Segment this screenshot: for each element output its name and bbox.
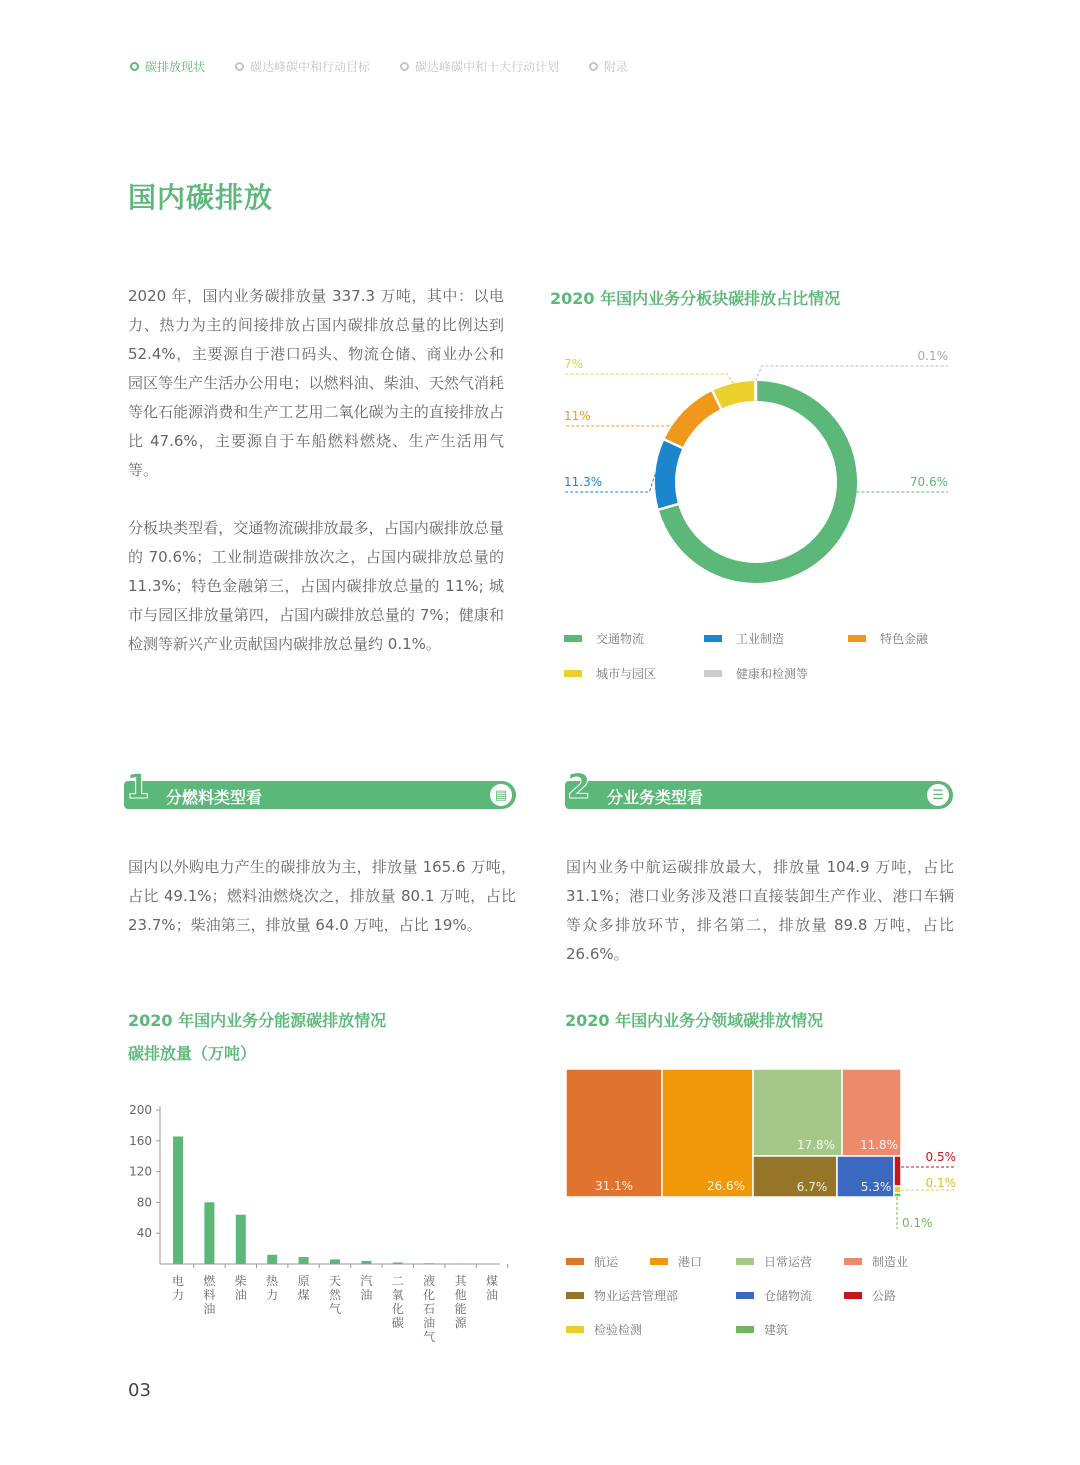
legend-swatch xyxy=(704,670,722,677)
donut-leader-line xyxy=(564,374,733,384)
legend-label: 港口 xyxy=(678,1255,703,1269)
treemap-cell xyxy=(662,1069,753,1197)
legend-label: 物业运营管理部 xyxy=(594,1289,679,1303)
y-tick-label: 200 xyxy=(129,1103,152,1117)
donut-data-label: 11% xyxy=(564,409,591,423)
legend-swatch xyxy=(564,635,582,642)
x-tick-label: 其他能源 xyxy=(454,1274,467,1330)
legend-label: 日常运营 xyxy=(764,1255,813,1269)
treemap-data-label: 6.7% xyxy=(796,1180,828,1194)
legend-swatch xyxy=(566,1258,584,1265)
legend-swatch xyxy=(844,1292,862,1299)
legend-item xyxy=(844,1287,896,1304)
nav-item-carbon-status[interactable]: 碳排放现状 xyxy=(130,58,205,75)
legend-item xyxy=(566,1253,618,1270)
donut-slice xyxy=(717,391,756,400)
legend-label: 特色金融 xyxy=(880,632,929,646)
legend-label: 建筑 xyxy=(764,1323,789,1337)
donut-data-label: 70.6% xyxy=(909,475,948,489)
donut-data-label: 0.1% xyxy=(917,350,948,363)
treemap-data-label: 0.1% xyxy=(902,1216,933,1230)
donut-legend xyxy=(564,630,964,690)
legend-swatch xyxy=(844,1258,862,1265)
legend-swatch xyxy=(704,635,722,642)
bar xyxy=(299,1257,309,1264)
legend-item xyxy=(844,1253,908,1270)
legend-item xyxy=(564,630,644,647)
legend-label: 公路 xyxy=(872,1289,897,1303)
legend-swatch xyxy=(736,1292,754,1299)
legend-label: 制造业 xyxy=(872,1255,909,1269)
treemap-cell xyxy=(894,1156,901,1186)
bar xyxy=(236,1215,246,1264)
donut-chart xyxy=(550,350,970,610)
intro-paragraph-1: 2020 年，国内业务碳排放量 337.3 万吨，其中：以电力、热力为主的间接排放占国内碳排放总量的比例达到 52.4%，主要源自于港口码头、物流仓储、商业办公和园区等生产生活办公用电；以燃料油、柴油、天然气消耗等化石能源消费和生产工艺用二氧化碳为主的直接排放占比 47.6%，主要源自于车船燃料燃烧、生产生活用气等。 xyxy=(128,287,504,479)
x-tick-label: 燃料油 xyxy=(203,1274,216,1316)
circle-icon xyxy=(400,62,409,71)
legend-label: 航运 xyxy=(594,1255,619,1269)
treemap-cell xyxy=(566,1069,662,1197)
y-tick-label: 120 xyxy=(129,1164,152,1179)
legend-item xyxy=(736,1253,812,1270)
list-icon: ☰ xyxy=(925,782,951,808)
intro-paragraph-2: 分板块类型看，交通物流碳排放最多，占国内碳排放总量的 70.6%；工业制造碳排放次之，占国内碳排放总量的 11.3%；特色金融第三，占国内碳排放总量的 11%; 城市与园区排放量第四，占国内碳排放总量的 7%；健康和检测等新兴产业贡献国内碳排放总量约 0.1%。 xyxy=(128,519,504,653)
treemap-legend xyxy=(566,1253,966,1343)
legend-item xyxy=(736,1321,788,1338)
section-fuel-type-header xyxy=(124,767,516,809)
legend-swatch xyxy=(650,1258,668,1265)
legend-swatch xyxy=(736,1326,754,1333)
x-tick-label: 天然气 xyxy=(328,1274,341,1316)
treemap-cell xyxy=(894,1193,901,1197)
donut-data-label: 11.3% xyxy=(564,475,603,489)
section-label: 分燃料类型看 xyxy=(166,788,263,807)
page-title: 国内碳排放 xyxy=(128,181,274,214)
y-tick-label: 160 xyxy=(129,1133,152,1148)
treemap-data-label: 26.6% xyxy=(706,1179,746,1193)
circle-icon xyxy=(130,62,139,71)
x-tick-label: 汽油 xyxy=(360,1274,373,1302)
treemap-data-label: 0.1% xyxy=(925,1176,956,1190)
section-number: 1 xyxy=(126,767,150,807)
legend-item xyxy=(566,1321,642,1338)
legend-label: 检验检测 xyxy=(594,1323,643,1337)
legend-swatch xyxy=(848,635,866,642)
bar xyxy=(424,1263,434,1264)
section-fuel-type-text: 国内以外购电力产生的碳排放为主，排放量 165.6 万吨，占比 49.1%；燃料油燃烧次之，排放量 80.1 万吨，占比 23.7%；柴油第三，排放量 64.0 万吨，占比 19%。 xyxy=(128,858,516,934)
legend-label: 健康和检测等 xyxy=(736,667,809,681)
bar xyxy=(173,1136,183,1264)
x-tick-label: 热力 xyxy=(266,1274,279,1302)
x-tick-label: 原煤 xyxy=(297,1274,310,1302)
treemap-cell xyxy=(894,1186,901,1193)
legend-item xyxy=(566,1287,678,1304)
legend-item xyxy=(564,665,656,682)
legend-swatch xyxy=(564,670,582,677)
section-business-type-header xyxy=(565,767,953,809)
legend-item xyxy=(736,1287,812,1304)
y-tick-label: 40 xyxy=(136,1226,152,1241)
bar xyxy=(361,1261,371,1264)
legend-label: 交通物流 xyxy=(596,632,645,646)
bar xyxy=(267,1255,277,1264)
legend-item xyxy=(704,665,808,682)
page-number: 03 xyxy=(128,1380,151,1401)
treemap-data-label: 5.3% xyxy=(860,1180,892,1194)
y-tick-label: 80 xyxy=(136,1195,152,1210)
section-number: 2 xyxy=(567,767,591,807)
circle-icon xyxy=(235,62,244,71)
legend-label: 城市与园区 xyxy=(596,667,657,681)
legend-item xyxy=(650,1253,702,1270)
bar-chart xyxy=(118,1090,518,1270)
bar-chart-ylabel: 碳排放量（万吨） xyxy=(128,1044,257,1063)
x-tick-label: 柴油 xyxy=(234,1274,247,1302)
legend-label: 工业制造 xyxy=(736,632,785,646)
legend-label: 仓储物流 xyxy=(764,1289,813,1303)
legend-swatch xyxy=(566,1292,584,1299)
nav-item-goals[interactable]: 碳达峰碳中和行动目标 xyxy=(235,58,370,75)
bar-chart-title: 2020 年国内业务分能源碳排放情况 xyxy=(128,1011,387,1030)
nav-item-appendix[interactable]: 附录 xyxy=(589,58,628,75)
nav-item-action-plan[interactable]: 碳达峰碳中和十大行动计划 xyxy=(400,58,559,75)
bar xyxy=(204,1202,214,1264)
bar xyxy=(393,1262,403,1264)
donut-leader-line xyxy=(756,366,948,381)
circle-icon xyxy=(589,62,598,71)
treemap-data-label: 0.5% xyxy=(925,1150,956,1164)
x-tick-label: 煤油 xyxy=(485,1274,498,1302)
legend-item xyxy=(704,630,784,647)
section-label: 分业务类型看 xyxy=(607,788,704,807)
x-tick-label: 二氧化碳 xyxy=(391,1274,404,1330)
x-tick-label: 电力 xyxy=(171,1274,184,1302)
x-tick-label: 液化石油气 xyxy=(423,1274,436,1344)
treemap-title: 2020 年国内业务分领域碳排放情况 xyxy=(565,1011,824,1030)
legend-swatch xyxy=(566,1326,584,1333)
treemap-chart xyxy=(560,1065,970,1245)
bar xyxy=(330,1259,340,1264)
section-business-type-text: 国内业务中航运碳排放最大，排放量 104.9 万吨，占比 31.1%；港口业务涉及港口直接装卸生产作业、港口车辆等众多排放环节，排名第二，排放量 89.8 万吨，占比 26.6%。 xyxy=(566,858,954,963)
top-nav xyxy=(130,58,628,75)
donut-data-label: 7% xyxy=(564,357,584,371)
document-list-icon: ▤ xyxy=(488,782,514,808)
legend-swatch xyxy=(736,1258,754,1265)
treemap-data-label: 11.8% xyxy=(859,1138,899,1152)
donut-chart-title: 2020 年国内业务分板块碳排放占比情况 xyxy=(550,289,841,308)
donut-slice xyxy=(665,444,673,507)
treemap-data-label: 17.8% xyxy=(796,1138,836,1152)
treemap-data-label: 31.1% xyxy=(594,1179,634,1193)
legend-item xyxy=(848,630,928,647)
